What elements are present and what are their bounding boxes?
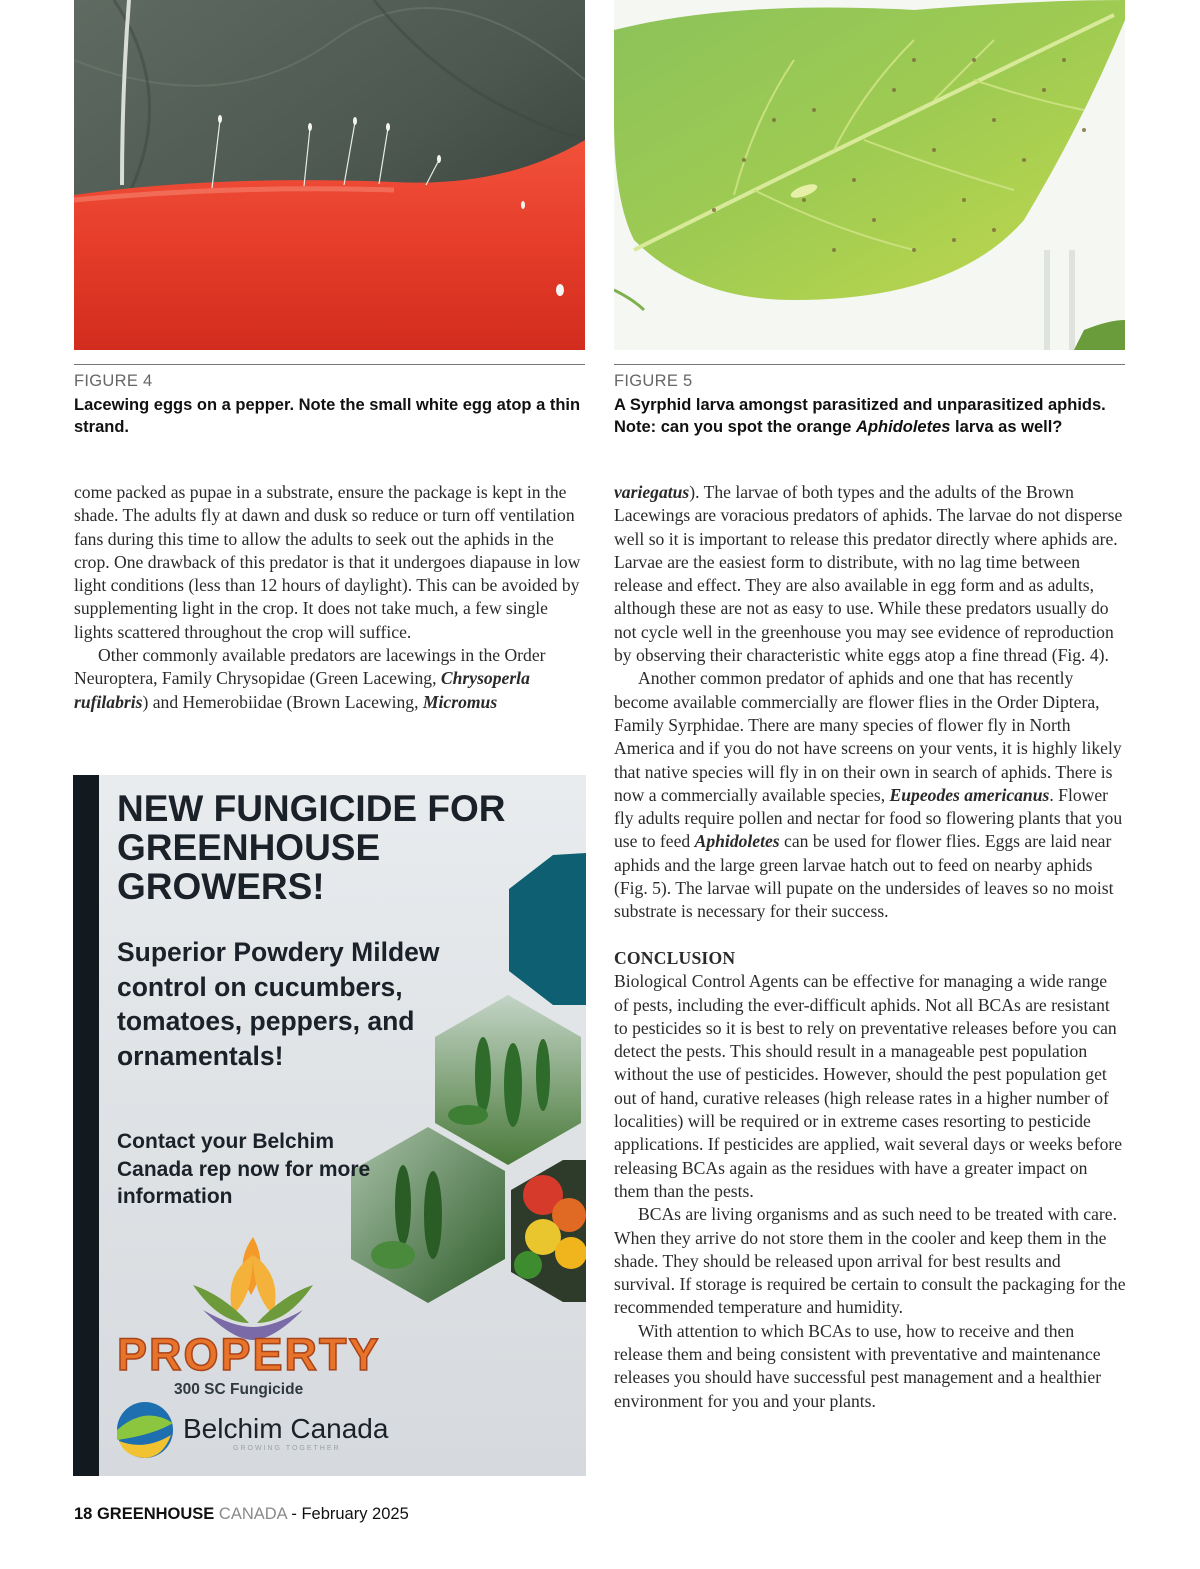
lacewing-eggs-photo-illustration	[74, 0, 585, 350]
left-paragraph-1: come packed as pupae in a substrate, ensure the package is kept in the shade. The adults fly at dawn and dusk so reduce or turn off ventilation fans during this time to allow the adults to seek out the aphids in the crop. One drawback of this predator is that it undergoes diapause in low light conditions (less than 12 hours of daylight). This can be avoided by supplementing light in the crop. It does not take much, a few single lights scattered throughout the crop will suffice.	[74, 482, 581, 642]
right-p2-species-2: Aphidoletes	[694, 831, 780, 852]
footer-separator: -	[286, 1505, 302, 1523]
ad-company-tagline: GROWING TOGETHER	[233, 1445, 341, 1452]
left-p2-text-b: ) and Hemerobiidae (Brown Lacewing,	[142, 691, 423, 712]
figure-4-label: FIGURE 4	[74, 372, 153, 390]
right-p2-text-c: can be used for flower flies. Eggs are laid near aphids and the large green larvae hatch out to feed on nearby aphids (Fig. 5). The larvae will pupate on the undersides of leaves so no moist substrate is necessary for their success.	[614, 831, 1114, 922]
right-paragraph-2	[614, 667, 1126, 923]
right-column-text	[614, 481, 1126, 1413]
figure-5-caption-start: A Syrphid larva amongst parasitized and unparasitized aphids. Note: can you spot the orange	[614, 396, 1106, 436]
figure-4-rule	[74, 364, 585, 365]
right-p1-species: variegatus	[614, 482, 690, 502]
figure-5-rule	[614, 364, 1125, 365]
syrphid-larva-photo-illustration	[614, 0, 1125, 350]
left-paragraph-2	[74, 644, 586, 714]
right-paragraph-3: Biological Control Agents can be effective for managing a wide range of pests, including the ever-difficult aphids. Not all BCAs are resistant to pesticides so it is best to rely on preventative releases before you can detect the pests. This should result in a manageable pest population without the use of pesticides. However, should the pest population get out of hand, curative releases (high release rates in a higher number of localities) will be required or in extreme cases resorting to pesticide applications. If pesticides are applied, wait several days or weeks before releasing BCAs again as the residues with have a greater impact on them than the pests.	[614, 971, 1123, 1201]
ad-subheadline: Superior Powdery Mildew control on cucumbers, tomatoes, peppers, and ornamentals!	[117, 937, 440, 1071]
right-paragraph-1	[614, 481, 1126, 667]
left-p2-species-1: Chrysoperla rufilabris	[74, 668, 530, 712]
ad-brand-name: PROPERTY	[117, 1329, 381, 1380]
figure-5-caption-end: larva as well?	[950, 418, 1063, 436]
right-paragraph-5: With attention to which BCAs to use, how to receive and then release them and being consistent with preventative and maintenance releases you should have successful pest management and a healthier environment for you and your plants.	[614, 1320, 1102, 1411]
figure-5-photo	[614, 0, 1125, 350]
magazine-name-light: CANADA	[218, 1505, 287, 1523]
figure-5-caption-italic: Aphidoletes	[856, 418, 951, 436]
figure-5-caption	[614, 394, 1125, 438]
right-paragraph-4: BCAs are living organisms and as such need to be treated with care. When they arrive do not store them in the cooler and keep them in the shade. They should be released upon arrival for best results and survival. If storage is required be certain to consult the packaging for the recommended temperature and humidity.	[614, 1204, 1126, 1318]
magazine-name-bold: GREENHOUSE	[96, 1505, 215, 1523]
ad-product-name: 300 SC Fungicide	[174, 1381, 304, 1398]
conclusion-heading: CONCLUSION	[614, 947, 736, 968]
figure-4-photo	[74, 0, 585, 350]
right-p2-text-b: . Flower fly adults require pollen and nectar for food so flowering plants that you use to feed	[614, 784, 1123, 852]
fungicide-advertisement[interactable]	[73, 775, 586, 1476]
left-p2-species-2: Micromus	[422, 691, 498, 712]
left-column-text	[74, 481, 586, 714]
page-number: 18	[74, 1505, 93, 1523]
right-p1-text: ). The larvae of both types and the adults of the Brown Lacewings are voracious predators of aphids. The larvae do not disperse well so it is important to release this predator directly where aphids are. Larvae are the easiest form to distribute, with no lag time between release and effect. They are also available in egg form and as adults, although these are not as easy to use. While these predators usually do not cycle well in the greenhouse you may see evidence of reproduction by observing their characteristic white eggs atop a fine thread (Fig. 4).	[614, 482, 1123, 666]
issue-date: February 2025	[301, 1505, 409, 1523]
right-p2-species-1: Eupeodes americanus	[889, 784, 1050, 805]
ad-headline: NEW FUNGICIDE FOR GREENHOUSE GROWERS!	[117, 788, 506, 907]
ad-company-name: Belchim Canada	[183, 1413, 389, 1444]
figure-4-caption: Lacewing eggs on a pepper. Note the small white egg atop a thin strand.	[74, 396, 581, 436]
right-p2-text-a: Another common predator of aphids and one that has recently become available commercially are flower flies in the Order Diptera, Family Syrphidae. There are many species of flower fly in North America and if you do not have screens on your vents, it is highly likely that native species will fly in on their own in search of aphids. There is now a commercially available species,	[614, 668, 1122, 805]
ad-contact-text: Contact your Belchim Canada rep now for more information	[117, 1130, 371, 1208]
page-footer	[74, 1505, 409, 1524]
left-p2-text-a: Other commonly available predators are lacewings in the Order Neuroptera, Family Chrysopidae (Green Lacewing,	[74, 645, 546, 689]
figure-5-label: FIGURE 5	[614, 372, 693, 390]
